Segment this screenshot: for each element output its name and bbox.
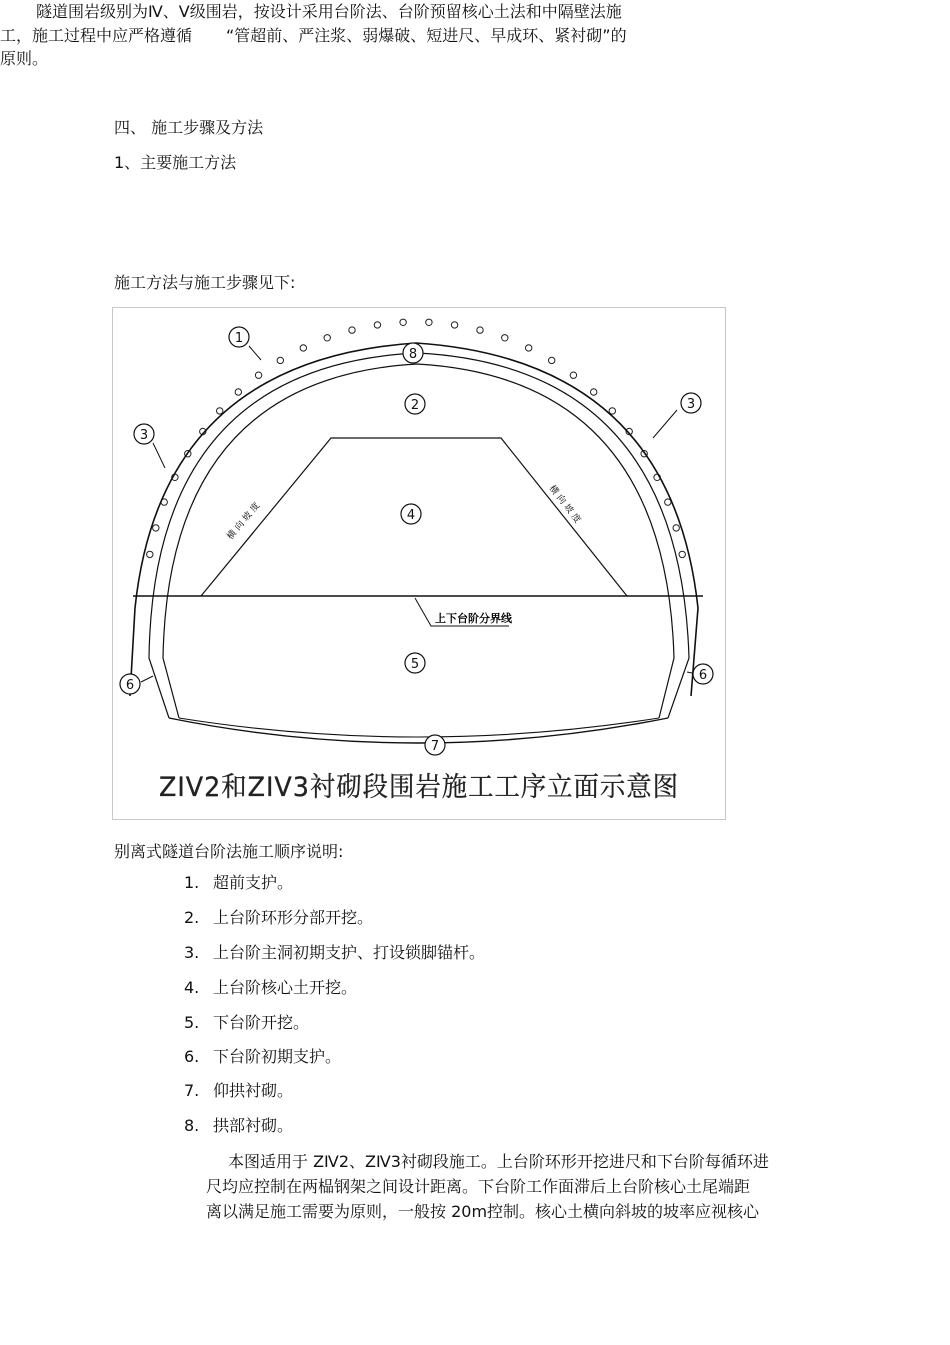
grouting-hole	[300, 345, 306, 351]
note-paragraph	[206, 1149, 836, 1224]
list-item: 4. 上台阶核心土开挖。	[184, 978, 358, 997]
grouting-hole	[679, 551, 685, 557]
grouting-hole	[324, 335, 330, 341]
figure-caption: ZIV2和ZIV3衬砌段围岩施工工序立面示意图	[159, 772, 679, 803]
subsection-heading: 1、主要施工方法	[114, 153, 237, 172]
intro-paragraph	[0, 0, 710, 71]
marker-1: 1	[234, 331, 244, 346]
note-line-2: 尺均应控制在两榀钢架之间设计距离。下台阶工作面滞后上台阶核心土尾端距	[206, 1177, 751, 1196]
grouting-hole	[426, 319, 432, 325]
grouting-hole	[502, 335, 508, 341]
grouting-hole	[255, 372, 261, 378]
list-item: 1. 超前支护。	[184, 873, 294, 892]
tunnel-construction-figure	[112, 307, 726, 820]
grouting-hole	[235, 389, 241, 395]
intro-line-2	[0, 24, 710, 48]
grouting-hole	[549, 357, 555, 363]
grouting-hole	[570, 372, 576, 378]
intro-line-3: 原则。	[0, 49, 49, 68]
list-item: 6. 下台阶初期支护。	[184, 1047, 342, 1066]
tunnel-diagram	[113, 308, 725, 819]
marker-1-leader	[249, 346, 261, 360]
intro-line-1: 隧道围岩级别为Ⅳ、Ⅴ级围岩，按设计采用台阶法、台阶预留核心土法和中隔壁法施	[36, 2, 622, 21]
invert-arc	[169, 718, 668, 743]
slope-label-right: 横向坡度	[546, 483, 585, 528]
list-item: 7. 仰拱衬砌。	[184, 1081, 294, 1100]
marker-6-left: 6	[125, 678, 135, 693]
list-item: 8. 拱部衬砌。	[184, 1116, 294, 1135]
list-item: 5. 下台阶开挖。	[184, 1013, 310, 1032]
marker-3a-leader	[153, 443, 165, 468]
marker-3-left: 3	[139, 428, 149, 443]
grouting-hole	[147, 551, 153, 557]
marker-6a-leader	[141, 676, 153, 682]
list-item: 3. 上台阶主洞初期支护、打设锁脚锚杆。	[184, 943, 486, 962]
grouting-hole	[591, 389, 597, 395]
marker-3-right: 3	[686, 397, 696, 412]
note-line-3: 离以满足施工需要为原则，一般按 20m控制。核心土横向斜坡的坡率应视核心	[206, 1202, 760, 1221]
marker-3b-leader	[653, 410, 677, 438]
slope-label-left: 横向坡度	[225, 498, 265, 542]
marker-4: 4	[406, 508, 416, 523]
grouting-hole	[526, 345, 532, 351]
invert-arc-inner	[179, 718, 659, 737]
section-heading: 四、 施工步骤及方法	[114, 118, 264, 137]
grouting-hole	[400, 319, 406, 325]
intro-line-2b: “管超前、严注浆、弱爆破、短进尺、早成环、紧衬砌”的	[226, 25, 627, 45]
marker-7: 7	[430, 739, 440, 754]
intro-line-2a: 工，施工过程中应严格遵循	[0, 25, 193, 45]
grouting-hole	[217, 408, 223, 414]
steps-intro: 施工方法与施工步骤见下:	[114, 273, 296, 292]
grouting-hole	[349, 327, 355, 333]
marker-8: 8	[408, 347, 418, 362]
marker-6-right: 6	[698, 668, 708, 683]
grouting-hole	[277, 357, 283, 363]
grouting-hole	[451, 322, 457, 328]
grouting-hole	[673, 525, 679, 531]
boundary-label: 上下台阶分界线	[435, 612, 512, 625]
grouting-hole	[477, 327, 483, 333]
note-line-1: 本图适用于 ZⅣ2、ZⅣ3衬砌段施工。上台阶环形开挖进尺和下台阶每循环进	[228, 1152, 769, 1171]
marker-2: 2	[410, 398, 420, 413]
grouting-hole	[153, 525, 159, 531]
sequence-title: 别离式隧道台阶法施工顺序说明:	[114, 842, 344, 861]
grouting-hole	[374, 322, 380, 328]
list-item: 2. 上台阶环形分部开挖。	[184, 908, 374, 927]
marker-5: 5	[410, 657, 420, 672]
